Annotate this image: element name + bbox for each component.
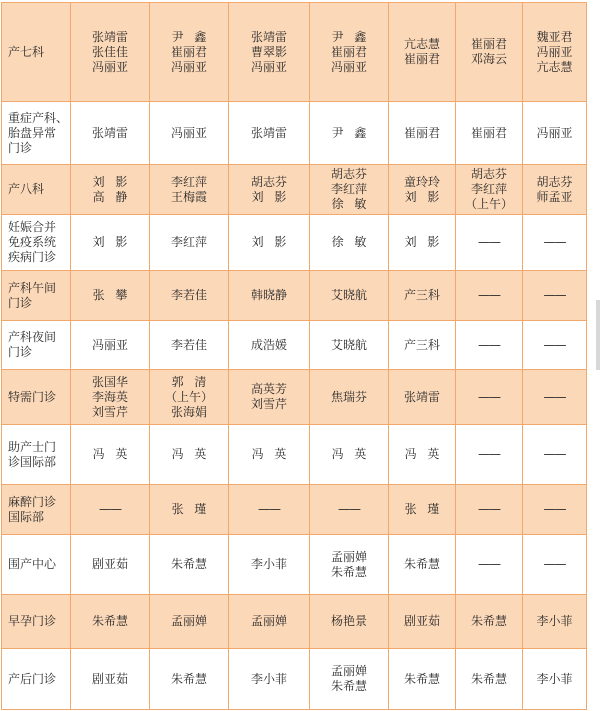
department-label: 国际部 <box>8 509 45 524</box>
duty-cell <box>389 215 456 271</box>
duty-cell <box>310 485 389 535</box>
doctor-name: 冯丽亚 <box>170 125 207 140</box>
doctor-name: 崔丽君 <box>403 52 440 66</box>
department-label: 特需门诊 <box>8 389 57 404</box>
duty-cell <box>310 215 389 271</box>
scrollbar-edge <box>596 300 600 370</box>
doctor-name: 李红萍 <box>170 174 207 189</box>
empty-dash: —— <box>258 502 280 516</box>
doctor-name: 李小菲 <box>536 614 573 628</box>
schedule-row <box>2 370 587 425</box>
duty-cell <box>456 425 523 485</box>
duty-cell <box>71 425 150 485</box>
duty-cell <box>71 649 150 710</box>
doctor-name: 亢志慧 <box>536 59 573 74</box>
department-label: 产后门诊 <box>8 671 57 686</box>
doctor-name: 朱希慧 <box>470 614 507 628</box>
department-label: 产八科 <box>8 182 45 196</box>
doctor-name: 师孟亚 <box>536 189 573 204</box>
doctor-name: 朱希慧 <box>403 557 440 571</box>
schedule-row <box>2 165 587 215</box>
doctor-name: 崔丽君 <box>403 125 440 140</box>
department-label: 妊娠合并 <box>8 220 57 234</box>
doctor-name: 崔丽君 <box>170 44 207 59</box>
doctor-name: 刘影 <box>92 235 139 249</box>
department-label: 产科夜间 <box>8 330 57 344</box>
department-label: 胎盘异常 <box>8 125 57 140</box>
empty-dash: —— <box>478 447 500 461</box>
doctor-name: 艾晓航 <box>330 337 367 352</box>
duty-cell <box>523 485 587 535</box>
duty-cell <box>456 485 523 535</box>
doctor-name: 李海英 <box>91 389 128 404</box>
duty-cell <box>71 3 150 102</box>
duty-cell <box>389 321 456 370</box>
doctor-name: 朱希慧 <box>403 671 440 686</box>
doctor-name: 朱希慧 <box>170 671 207 686</box>
doctor-name: 刘影 <box>251 235 298 249</box>
department-label: 诊国际部 <box>8 454 57 469</box>
schedule-row <box>2 321 587 370</box>
duty-cell <box>523 165 587 215</box>
duty-cell <box>389 535 456 595</box>
department-cell <box>2 102 71 165</box>
schedule-row <box>2 425 587 485</box>
empty-dash: —— <box>543 557 566 571</box>
duty-cell <box>310 321 389 370</box>
duty-cell <box>71 595 150 649</box>
duty-cell <box>523 535 587 595</box>
duty-cell <box>310 425 389 485</box>
doctor-name: 高静 <box>92 189 139 204</box>
duty-cell <box>523 215 587 271</box>
duty-cell <box>523 425 587 485</box>
empty-dash: —— <box>478 502 500 516</box>
duty-cell <box>523 321 587 370</box>
doctor-name: 王梅霞 <box>170 189 207 204</box>
schedule-table <box>1 2 587 710</box>
doctor-name: 张海娟 <box>170 404 207 419</box>
duty-cell <box>310 649 389 710</box>
doctor-name: 胡志芬 <box>250 174 287 189</box>
doctor-name: 冯英 <box>404 447 451 461</box>
doctor-name: 崔丽君 <box>470 37 507 51</box>
department-label: 产科午间 <box>8 280 57 295</box>
schedule-row <box>2 485 587 535</box>
doctor-name: 朱希慧 <box>170 557 207 571</box>
empty-dash: —— <box>99 502 121 516</box>
doctor-name: 李若佳 <box>170 288 207 302</box>
duty-cell <box>150 321 229 370</box>
empty-dash: —— <box>478 389 500 404</box>
doctor-name: 冯英 <box>92 447 139 461</box>
duty-cell <box>229 165 310 215</box>
doctor-name: 李红萍 <box>470 182 507 196</box>
duty-cell <box>150 535 229 595</box>
doctor-name: 刘雪芹 <box>91 404 128 419</box>
doctor-name: 尹鑫 <box>171 29 218 44</box>
duty-cell <box>229 370 310 425</box>
doctor-name: 成浩媛 <box>250 337 287 352</box>
duty-cell <box>150 595 229 649</box>
department-cell <box>2 321 71 370</box>
duty-cell <box>523 370 587 425</box>
duty-cell <box>229 321 310 370</box>
department-label: 门诊 <box>8 345 33 359</box>
doctor-name: 张国华 <box>91 374 128 389</box>
duty-cell <box>229 595 310 649</box>
doctor-name: 李若佳 <box>170 337 207 352</box>
duty-cell <box>456 535 523 595</box>
duty-cell <box>456 165 523 215</box>
duty-cell <box>456 215 523 271</box>
doctor-name: （上午） <box>464 197 513 211</box>
doctor-name: 张靖雷 <box>250 125 287 140</box>
department-cell <box>2 535 71 595</box>
empty-dash: —— <box>478 557 500 571</box>
duty-cell <box>150 271 229 321</box>
department-label: 麻醉门诊 <box>8 494 57 509</box>
duty-cell <box>310 102 389 165</box>
doctor-name: 冯英 <box>171 447 218 461</box>
duty-cell <box>389 370 456 425</box>
doctor-name: 刘影 <box>92 174 139 189</box>
duty-cell <box>229 425 310 485</box>
doctor-name: 张靖雷 <box>403 389 440 404</box>
duty-cell <box>150 425 229 485</box>
doctor-name: 刘影 <box>251 189 298 204</box>
empty-dash: —— <box>543 447 566 461</box>
department-label: 早孕门诊 <box>8 614 57 628</box>
duty-cell <box>456 649 523 710</box>
doctor-name: 张靖雷 <box>91 125 128 140</box>
duty-cell <box>310 3 389 102</box>
duty-cell <box>456 271 523 321</box>
doctor-name: 冯丽亚 <box>170 59 207 74</box>
duty-cell <box>229 485 310 535</box>
duty-cell <box>71 535 150 595</box>
doctor-name: 曹翠影 <box>250 44 287 59</box>
duty-cell <box>389 165 456 215</box>
duty-cell <box>229 271 310 321</box>
department-label: 重症产科、 <box>8 110 69 125</box>
doctor-name: 冯丽亚 <box>250 59 287 74</box>
doctor-name: 尹鑫 <box>331 125 378 140</box>
empty-dash: —— <box>543 235 566 249</box>
doctor-name: 高英芳 <box>250 382 287 396</box>
duty-cell <box>389 595 456 649</box>
empty-dash: —— <box>543 337 566 352</box>
doctor-name: 胡志芬 <box>330 167 367 181</box>
duty-cell <box>456 370 523 425</box>
duty-cell <box>71 271 150 321</box>
doctor-name: 刘雪芹 <box>250 397 287 411</box>
doctor-name: 郭清 <box>171 374 218 389</box>
doctor-name: 童玲玲 <box>403 174 440 189</box>
duty-cell <box>310 595 389 649</box>
duty-cell <box>310 535 389 595</box>
doctor-name: 胡志芬 <box>470 167 507 181</box>
duty-cell <box>150 215 229 271</box>
department-cell <box>2 165 71 215</box>
duty-cell <box>389 271 456 321</box>
empty-dash: —— <box>478 337 500 352</box>
doctor-name: 邓海云 <box>470 52 507 66</box>
duty-cell <box>71 485 150 535</box>
empty-dash: —— <box>543 389 566 404</box>
doctor-name: 朱希慧 <box>330 679 367 693</box>
empty-dash: —— <box>338 502 360 516</box>
doctor-name: 胡志芬 <box>536 174 573 189</box>
department-label: 疾病门诊 <box>8 250 57 264</box>
duty-cell <box>523 3 587 102</box>
duty-cell <box>456 102 523 165</box>
doctor-name: 张佳佳 <box>91 44 128 59</box>
duty-cell <box>229 649 310 710</box>
duty-cell <box>150 485 229 535</box>
schedule-row <box>2 215 587 271</box>
department-cell <box>2 485 71 535</box>
doctor-name: （上午） <box>164 389 213 404</box>
doctor-name: 朱希慧 <box>330 564 367 579</box>
doctor-name: 剧亚茹 <box>91 671 128 686</box>
doctor-name: 韩晓静 <box>250 288 287 302</box>
department-cell <box>2 215 71 271</box>
doctor-name: 冯英 <box>251 447 298 461</box>
duty-cell <box>389 3 456 102</box>
doctor-name: 张靖雷 <box>250 29 287 44</box>
doctor-name: 魏亚君 <box>536 29 573 44</box>
duty-cell <box>229 215 310 271</box>
duty-cell <box>389 102 456 165</box>
duty-cell <box>310 271 389 321</box>
department-cell <box>2 370 71 425</box>
doctor-name: 尹鑫 <box>331 29 378 44</box>
duty-cell <box>389 649 456 710</box>
doctor-name: 刘影 <box>404 189 451 204</box>
doctor-name: 徐敏 <box>331 197 378 211</box>
empty-dash: —— <box>543 502 566 516</box>
doctor-name: 李小菲 <box>536 671 573 686</box>
duty-cell <box>71 215 150 271</box>
empty-dash: —— <box>478 235 500 249</box>
doctor-name: 剧亚茹 <box>91 557 128 571</box>
duty-cell <box>71 165 150 215</box>
doctor-name: 张瑾 <box>404 502 451 516</box>
doctor-name: 产三科 <box>403 288 440 302</box>
department-cell <box>2 3 71 102</box>
duty-cell <box>150 165 229 215</box>
doctor-name: 艾晓航 <box>330 288 367 302</box>
duty-cell <box>456 3 523 102</box>
duty-cell <box>523 102 587 165</box>
duty-cell <box>71 102 150 165</box>
doctor-name: 冯丽亚 <box>330 59 367 74</box>
doctor-name: 崔丽君 <box>470 125 507 140</box>
duty-cell <box>229 3 310 102</box>
duty-cell <box>229 102 310 165</box>
doctor-name: 产三科 <box>403 337 440 352</box>
empty-dash: —— <box>478 288 500 302</box>
doctor-name: 孟丽婵 <box>330 549 367 564</box>
department-label: 免疫系统 <box>8 235 57 249</box>
empty-dash: —— <box>543 288 566 302</box>
duty-cell <box>523 649 587 710</box>
duty-cell <box>310 370 389 425</box>
duty-cell <box>456 321 523 370</box>
duty-cell <box>150 649 229 710</box>
department-label: 围产中心 <box>8 557 57 571</box>
schedule-row <box>2 595 587 649</box>
duty-cell <box>71 370 150 425</box>
department-cell <box>2 595 71 649</box>
duty-cell <box>310 165 389 215</box>
doctor-name: 李红萍 <box>170 235 207 249</box>
doctor-name: 朱希慧 <box>91 614 128 628</box>
duty-cell <box>150 102 229 165</box>
doctor-name: 孟丽婵 <box>250 614 287 628</box>
doctor-name: 李小菲 <box>250 671 287 686</box>
doctor-name: 冯英 <box>331 447 378 461</box>
doctor-name: 李红萍 <box>330 182 367 196</box>
doctor-name: 刘影 <box>404 235 451 249</box>
duty-cell <box>456 595 523 649</box>
department-cell <box>2 271 71 321</box>
duty-cell <box>229 535 310 595</box>
schedule-row <box>2 649 587 710</box>
duty-cell <box>150 3 229 102</box>
doctor-name: 徐敏 <box>331 235 378 249</box>
department-label: 助产士门 <box>8 439 57 454</box>
duty-cell <box>523 595 587 649</box>
doctor-name: 张瑾 <box>171 502 218 516</box>
department-cell <box>2 649 71 710</box>
department-label: 门诊 <box>8 295 33 310</box>
department-label: 门诊 <box>8 140 33 155</box>
doctor-name: 焦瑞芬 <box>330 389 367 404</box>
doctor-name: 孟丽婵 <box>330 664 367 678</box>
duty-cell <box>150 370 229 425</box>
doctor-name: 张攀 <box>92 288 139 302</box>
schedule-row <box>2 535 587 595</box>
doctor-name: 孟丽婵 <box>170 614 207 628</box>
doctor-name: 杨艳景 <box>330 614 367 628</box>
doctor-name: 朱希慧 <box>470 671 507 686</box>
doctor-name: 崔丽君 <box>330 44 367 59</box>
doctor-name: 冯丽亚 <box>91 337 128 352</box>
doctor-name: 冯丽亚 <box>91 59 128 74</box>
duty-cell <box>389 425 456 485</box>
duty-cell <box>71 321 150 370</box>
duty-cell <box>389 485 456 535</box>
department-label: 产七科 <box>8 44 45 59</box>
department-cell <box>2 425 71 485</box>
doctor-name: 亢志慧 <box>403 37 440 51</box>
schedule-row <box>2 3 587 102</box>
schedule-row <box>2 102 587 165</box>
schedule-row <box>2 271 587 321</box>
doctor-name: 冯丽亚 <box>536 125 573 140</box>
doctor-name: 剧亚茹 <box>403 614 440 628</box>
doctor-name: 冯丽亚 <box>536 44 573 59</box>
doctor-name: 张靖雷 <box>91 29 128 44</box>
duty-cell <box>523 271 587 321</box>
doctor-name: 李小菲 <box>250 557 287 571</box>
schedule-body <box>2 3 587 710</box>
